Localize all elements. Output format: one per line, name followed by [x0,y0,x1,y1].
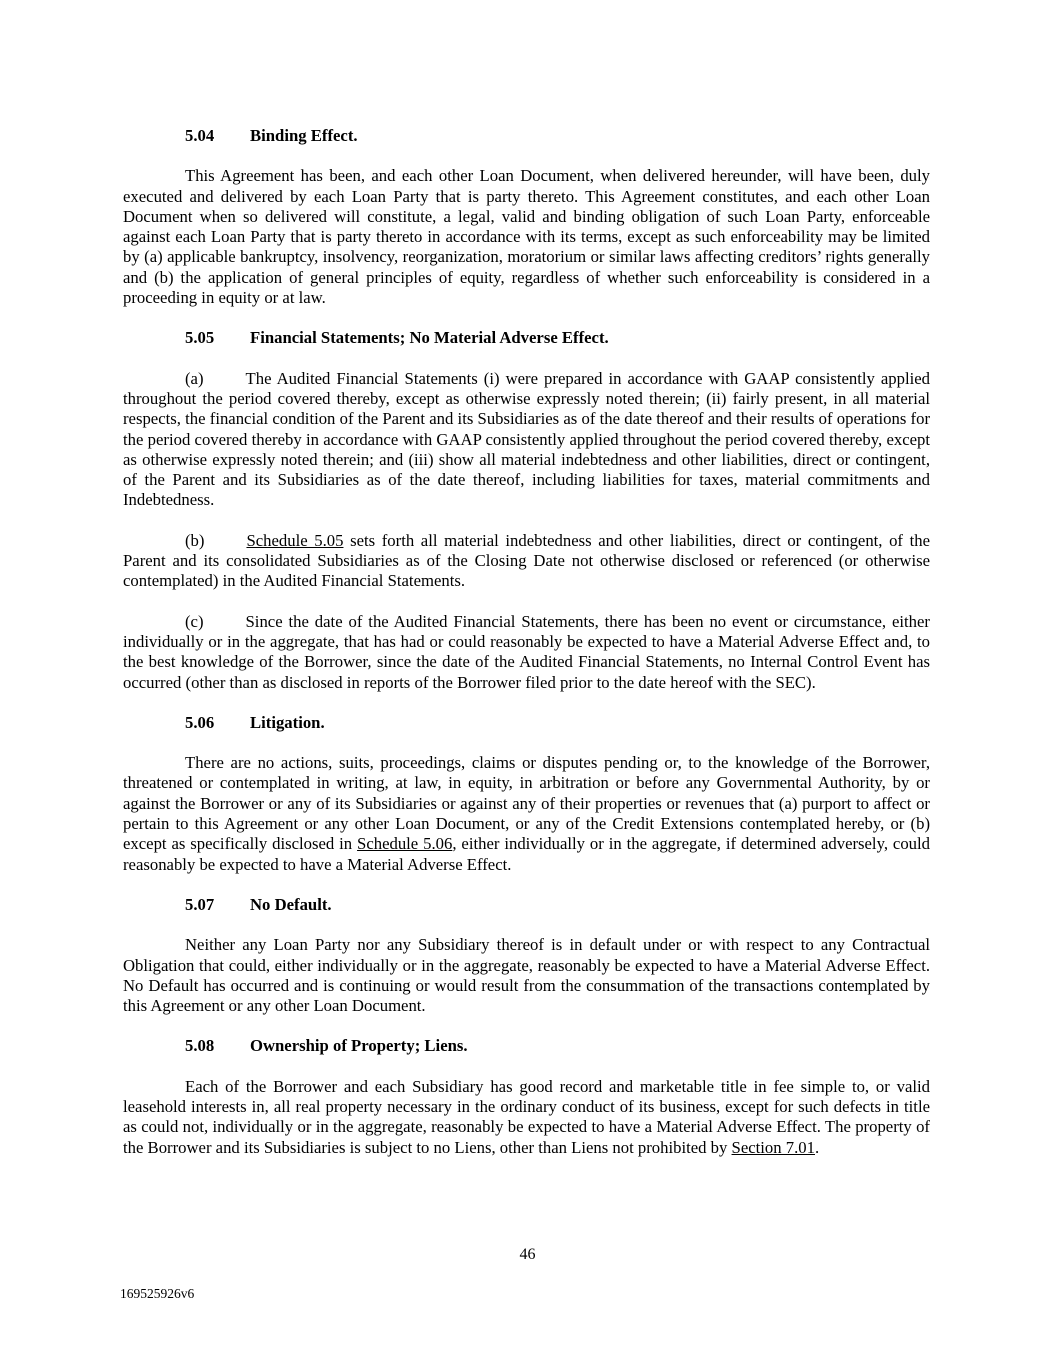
paragraph [123,531,930,592]
text-run: Since the date of the Audited Financial Statements, there has been no event or circumstance, either individually or in the aggregate, that has had or could reasonably be expected to have a Material Adverse Effect and, to the best knowledge of the Borrower, since the date of the Audited Financial Statements, no Internal Control Event has occurred (other than as disclosed in reports of the Borrower filed prior to the date hereof with the SEC). [123,611,930,692]
paragraph-label: (b) [185,530,205,550]
text-run: sets forth all material indebtedness and other liabilities, direct or contingent, of the Parent and its consolidated Subsidiaries as of the Closing Date not otherwise disclosed or referenced (or otherwise contemplated) in the Audited Financial Statements. [123,530,930,591]
page-number: 46 [519,1246,536,1263]
section-heading [123,1036,930,1056]
text-run: Neither any Loan Party nor any Subsidiary thereof is in default under or with respect to any Contractual Obligation that could, either individually or in the aggregate, reasonably be expected to have a Material Adverse Effect. No Default has occurred and is continuing or would result from the consummation of the transactions contemplated by this Agreement or any other Loan Document. [123,935,930,1016]
document-body [123,106,930,1178]
section-title: Litigation. [250,712,325,732]
paragraph-label: (a) [185,368,204,388]
paragraph [123,1077,930,1158]
paragraph [123,166,930,308]
section-number: 5.04 [185,126,215,145]
section-title: Ownership of Property; Liens. [250,1036,468,1056]
paragraph [123,612,930,693]
section-number: 5.07 [185,894,215,914]
text-run: Each of the Borrower and each Subsidiary has good record and marketable title in fee simple to, or valid leasehold interests in, all real property necessary in the ordinary conduct of its business, except for such defects in title as could not, individually or in the aggregate, reasonably be expected to have a Material Adverse Effect. The property of the Borrower and its Subsidiaries is subject to no Liens, other than Liens not prohibited by [123,1076,930,1157]
section-number: 5.05 [185,328,215,348]
text-run: , either individually or in the aggregate, if determined adversely, could reasonably be expected to have a Material Adverse Effect. [123,834,930,874]
text-run: The Audited Financial Statements (i) were prepared in accordance with GAAP consistently applied throughout the period covered thereby, except as otherwise expressly noted therein; (ii) fairly present, in all material respects, the financial condition of the Parent and its Subsidiaries as of the date thereof and their results of operations for the period covered thereby in accordance with GAAP consistently applied throughout the period covered thereby, except as otherwise expressly noted therein; and (iii) show all material indebtedness and other liabilities, direct or contingent, of the Parent and its Subsidiaries as of the date thereof, including liabilities for taxes, material commitments and Indebtedness. [123,368,930,510]
section-title: No Default. [250,894,332,914]
section-heading [123,895,930,915]
cross-reference: Section 7.01 [731,1137,815,1157]
section-number: 5.08 [185,1036,215,1056]
section-heading [123,126,930,146]
paragraph-label: (c) [185,611,204,631]
text-run: . [814,1137,820,1157]
cross-reference: Schedule 5.05 [246,530,344,550]
paragraph [123,935,930,1016]
paragraph [123,753,930,875]
section-heading [123,713,930,733]
text-run: There are no actions, suits, proceedings, claims or disputes pending or, to the knowledge of the Borrower, threatened or contemplated in writing, at law, in equity, in arbitration or before any Governmental Authority, by or against the Borrower or any of its Subsidiaries or against any of their properties or revenues that (a) purport to affect or pertain to this Agreement or any other Loan Document, or any of the Credit Extensions contemplated hereby, or (b) except as specifically disclosed in [123,753,930,854]
cross-reference: Schedule 5.06 [357,834,453,854]
section-number: 5.06 [185,712,215,732]
text-run: This Agreement has been, and each other Loan Document, when delivered hereunder, will have been, duly executed and delivered by each Loan Party that is party thereto. This Agreement constitutes, and each other Loan Document when so delivered will constitute, a legal, valid and binding obligation of such Loan Party, enforceable against each Loan Party that is party thereto in accordance with its terms, except as such enforceability may be limited by (a) applicable bankruptcy, insolvency, reorganization, moratorium or similar laws affecting creditors’ rights generally and (b) the application of general principles of equity, regardless of whether such enforceability is considered in a proceeding in equity or at law. [123,166,930,308]
section-title: Financial Statements; No Material Adverse Effect. [250,328,609,348]
section-title: Binding Effect. [250,126,358,145]
section-heading [123,328,930,348]
paragraph [123,369,930,511]
document-id-footer: 169525926v6 [120,1286,195,1301]
